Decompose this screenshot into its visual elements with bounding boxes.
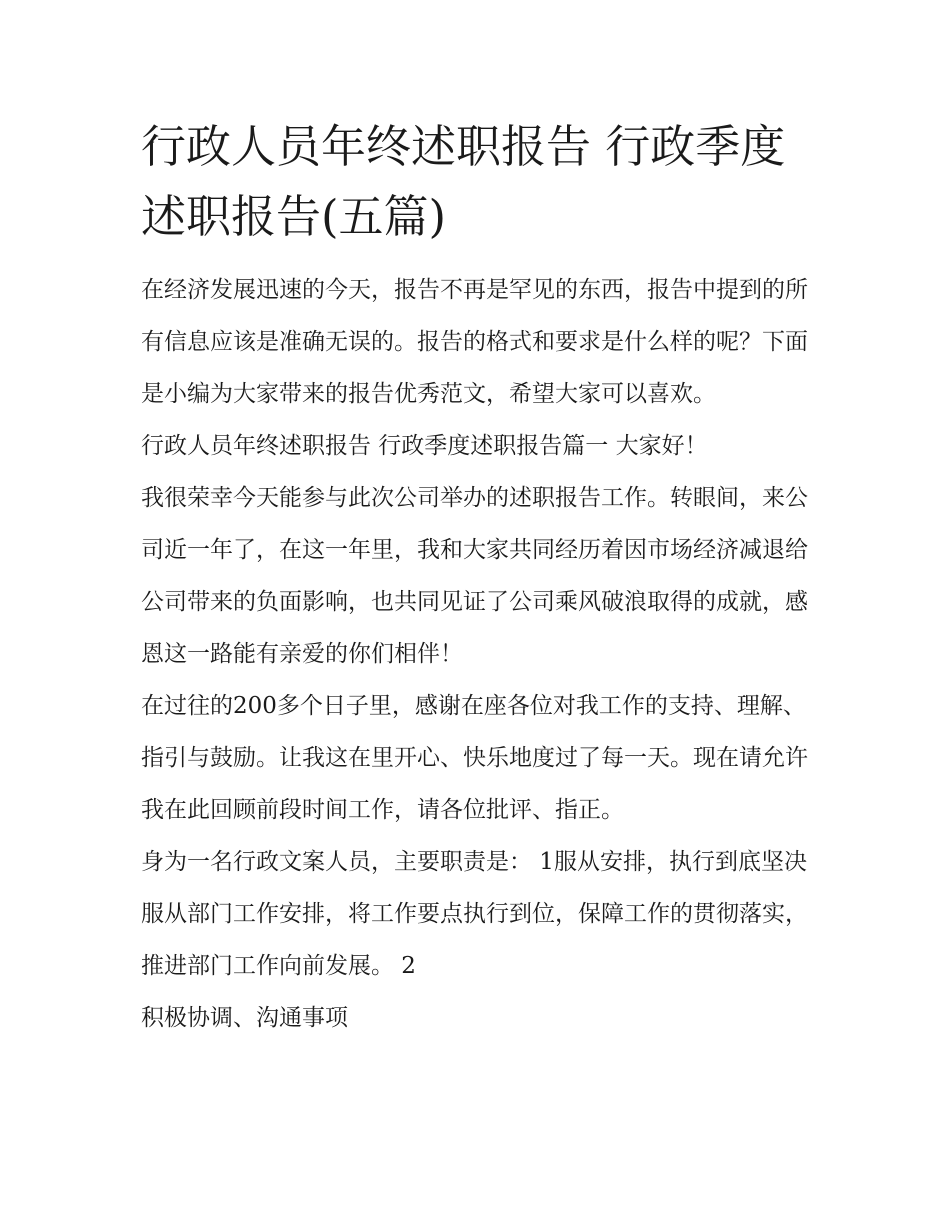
paragraph-section-heading: 行政人员年终述职报告 行政季度述职报告篇一 大家好！ bbox=[141, 433, 708, 459]
paragraph-intro: 在经济发展迅速的今天，报告不再是罕见的东西，报告中提到的所有信息应该是准确无误的。报告的格式和要求是什么样的呢？下面是小编为大家带来的报告优秀范文，希望大家可以喜欢。 bbox=[141, 277, 808, 407]
document-title: 行政人员年终述职报告 行政季度述职报告(五篇) bbox=[141, 120, 786, 243]
paragraph-gratitude: 我很荣幸今天能参与此次公司举办的述职报告工作。转眼间，来公司近一年了，在这一年里，我和大家共同经历着因市场经济减退给公司带来的负面影响，也共同见证了公司乘风破浪取得的成就，感恩这一路能有亲爱的你们相伴！ bbox=[141, 485, 808, 667]
paragraph-coordination: 积极协调、沟通事项 bbox=[141, 1005, 348, 1031]
title-spacer bbox=[141, 252, 813, 264]
paragraph-review: 在过往的200多个日子里，感谢在座各位对我工作的支持、理解、指引与鼓励。让我这在里开心、快乐地度过了每一天。现在请允许我在此回顾前段时间工作，请各位批评、指正。 bbox=[141, 693, 808, 823]
paragraph-duties: 身为一名行政文案人员，主要职责是： 1服从安排，执行到底坚决服从部门工作安排，将工作要点执行到位，保障工作的贯彻落实，推进部门工作向前发展。 2 bbox=[141, 849, 808, 979]
document-body bbox=[141, 112, 813, 1044]
